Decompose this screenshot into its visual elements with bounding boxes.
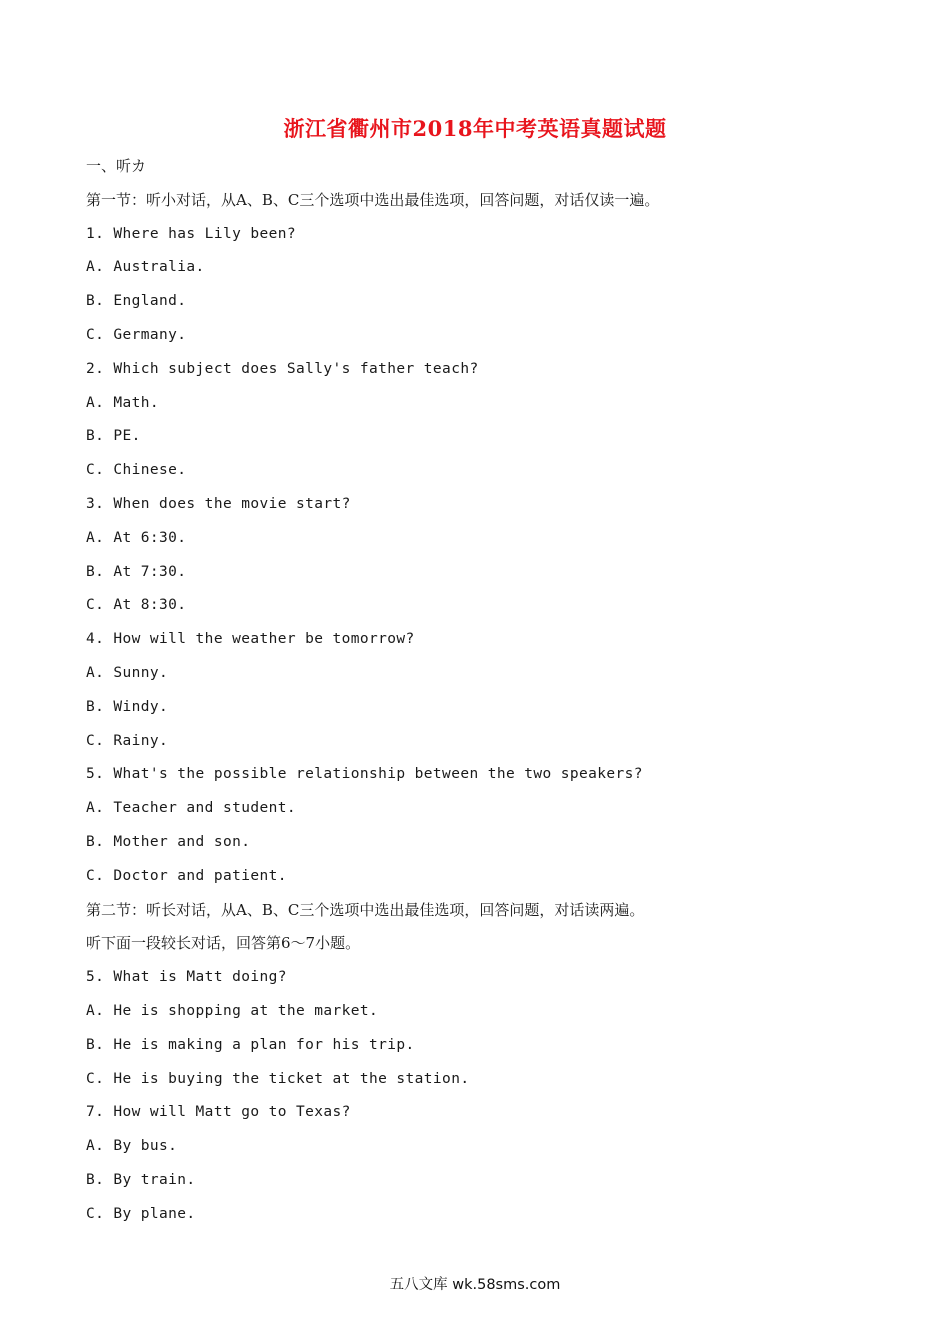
option-line: A. Australia.	[86, 259, 205, 276]
option-line: C. By plane.	[86, 1205, 196, 1222]
option-line: C. Germany.	[86, 326, 187, 343]
question-line: 2. Which subject does Sally's father teach?	[86, 360, 479, 377]
option-line: A. By bus.	[86, 1138, 178, 1155]
option-line: C. Rainy.	[86, 732, 169, 749]
option-line: C. Chinese.	[86, 462, 187, 479]
option-line: A. At 6:30.	[86, 529, 187, 546]
option-line: B. He is making a plan for his trip.	[86, 1036, 415, 1053]
question-line: 3. When does the movie start?	[86, 495, 351, 512]
option-line: B. England.	[86, 293, 187, 310]
question-line: 5. What's the possible relationship between the two speakers?	[86, 766, 643, 783]
section-heading: 第一节：听小对话，从A、B、C三个选项中选出最佳选项，回答问题，对话仅读一遍。	[86, 190, 660, 209]
option-line: A. Sunny.	[86, 664, 169, 681]
option-line: A. Teacher and student.	[86, 800, 296, 817]
question-list	[86, 150, 886, 1232]
question-line: 4. How will the weather be tomorrow?	[86, 631, 415, 648]
option-line: B. PE.	[86, 428, 141, 445]
option-line: B. Mother and son.	[86, 833, 251, 850]
option-line: C. Doctor and patient.	[86, 867, 287, 884]
option-line: A. Math.	[86, 394, 160, 411]
question-line: 1. Where has Lily been?	[86, 225, 296, 242]
option-line: B. At 7:30.	[86, 563, 187, 580]
option-line: B. By train.	[86, 1171, 196, 1188]
option-line: A. He is shopping at the market.	[86, 1002, 379, 1019]
question-line: 5. What is Matt doing?	[86, 969, 287, 986]
section-heading: 听下面一段较长对话，回答第6～7小题。	[86, 934, 361, 953]
question-line: 7. How will Matt go to Texas?	[86, 1104, 351, 1121]
section-heading: 第二节：听长对话，从A、B、C三个选项中选出最佳选项，回答问题，对话读两遍。	[86, 900, 645, 919]
option-line: B. Windy.	[86, 698, 169, 715]
section-heading: 一、听カ	[86, 157, 147, 175]
option-line: C. At 8:30.	[86, 597, 187, 614]
footer-watermark: 五八文库 wk.58sms.com	[389, 1277, 561, 1293]
option-line: C. He is buying the ticket at the station.	[86, 1070, 470, 1087]
page-title: 浙江省衢州市2018年中考英语真题试题	[283, 116, 667, 141]
